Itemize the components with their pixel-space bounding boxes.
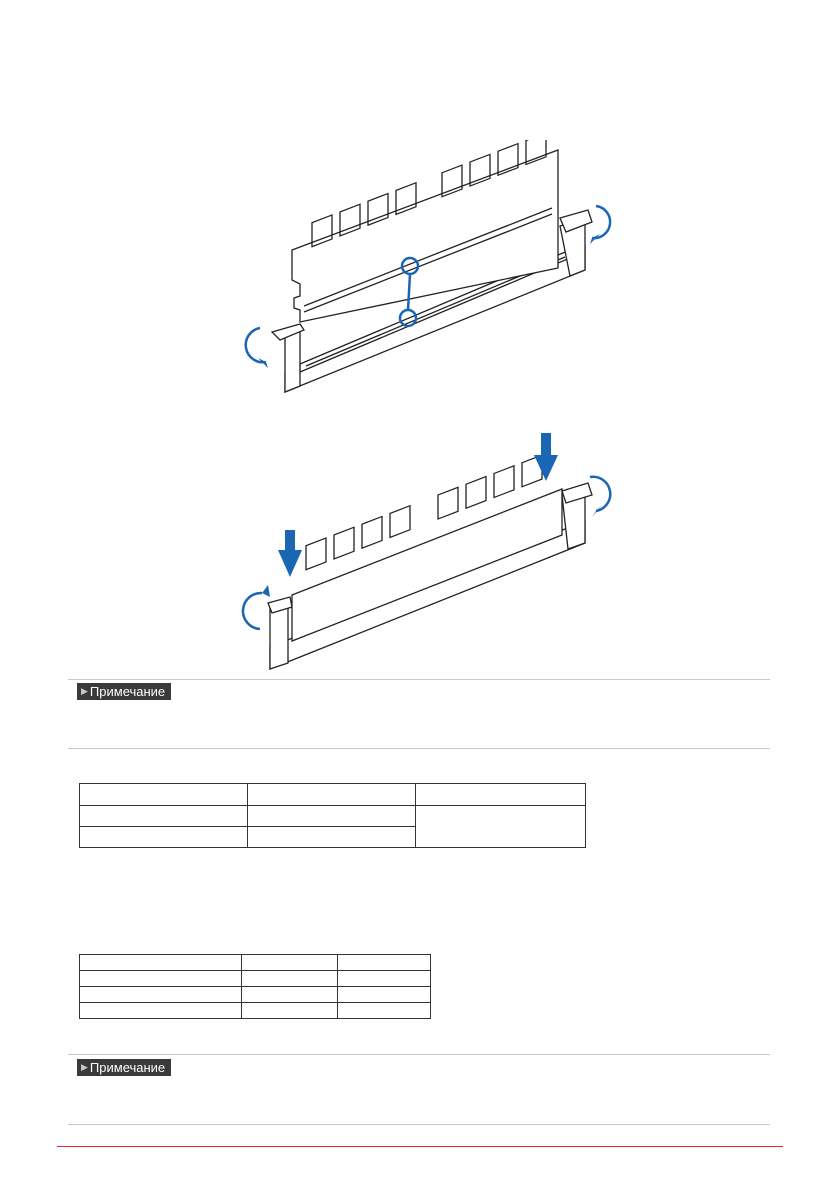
table-row	[80, 784, 586, 806]
table-row	[80, 806, 586, 827]
table-cell	[80, 955, 242, 971]
table-cell	[80, 784, 248, 806]
table-row	[80, 955, 431, 971]
table-cell	[416, 784, 586, 806]
table-cell	[338, 987, 431, 1003]
table-row	[80, 987, 431, 1003]
dimm-insertion-illustration	[240, 425, 620, 675]
note-1-top-rule	[68, 679, 770, 680]
table-cell	[248, 806, 416, 827]
note-1-label	[77, 683, 171, 700]
dimm-alignment-illustration	[220, 140, 620, 400]
note-1-bottom-rule	[68, 748, 770, 749]
table-cell	[338, 1003, 431, 1019]
table-cell	[80, 827, 248, 848]
note-1-text: Примечание	[89, 684, 166, 699]
footer-rule	[57, 1146, 783, 1147]
table-cell	[80, 987, 242, 1003]
table-cell	[248, 827, 416, 848]
table-cell	[242, 971, 338, 987]
table-cell	[80, 1003, 242, 1019]
table-cell	[248, 784, 416, 806]
note-2-bottom-rule	[68, 1124, 770, 1125]
triangle-icon: ▶	[81, 686, 88, 696]
triangle-icon: ▶	[81, 1062, 88, 1072]
table-cell	[338, 971, 431, 987]
table-cell	[242, 955, 338, 971]
memory-table-2	[79, 954, 431, 1019]
memory-table-1	[79, 783, 586, 848]
table-cell	[242, 1003, 338, 1019]
table-cell	[80, 971, 242, 987]
table-cell	[80, 806, 248, 827]
note-2-text: Примечание	[89, 1060, 166, 1075]
note-2-top-rule	[68, 1054, 770, 1055]
table-cell	[338, 955, 431, 971]
table-cell	[416, 806, 586, 848]
note-2-label	[77, 1059, 171, 1076]
table-row	[80, 1003, 431, 1019]
table-row	[80, 971, 431, 987]
table-cell	[242, 987, 338, 1003]
